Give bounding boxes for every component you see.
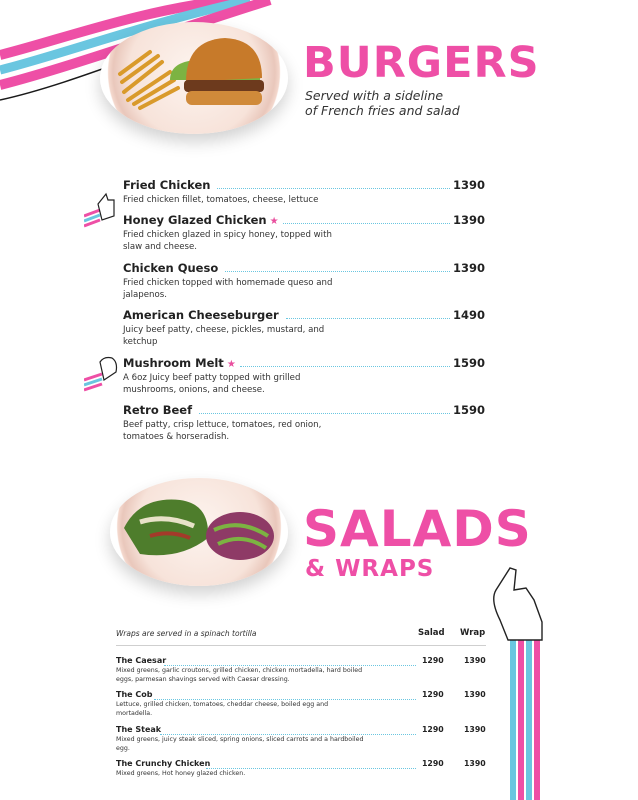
raised-hand-icon — [480, 560, 550, 800]
dotted-leader — [240, 366, 450, 367]
wraps-title: & WRAPS — [305, 556, 435, 582]
item-description: Fried chicken fillet, tomatoes, cheese, lettuce — [123, 195, 319, 205]
wrap-price: 1390 — [464, 656, 486, 665]
list-item — [123, 178, 485, 206]
subtitle-line-2: of French fries and salad — [305, 103, 460, 118]
dotted-leader — [225, 271, 450, 272]
item-description: Fried chicken topped with homemade queso and jalapenos. — [123, 278, 333, 300]
burger-plate-image — [100, 22, 288, 134]
list-item — [123, 261, 485, 301]
item-name: American Cheeseburger — [123, 308, 279, 322]
wrap-price: 1390 — [464, 759, 486, 768]
salads-title: SALADS — [303, 500, 532, 558]
divider — [116, 645, 486, 646]
item-name: Honey Glazed Chicken — [123, 213, 267, 227]
dotted-leader — [206, 768, 416, 769]
table-row — [116, 690, 486, 718]
item-description: Fried chicken glazed in spicy honey, topped with slaw and cheese. — [123, 230, 332, 252]
item-price: 1390 — [452, 213, 485, 227]
dotted-leader — [199, 413, 450, 414]
dotted-leader — [154, 699, 416, 700]
star-icon: ★ — [269, 216, 279, 227]
dotted-leader — [160, 734, 416, 735]
salad-name: The Cob — [116, 690, 153, 699]
star-icon: ★ — [226, 359, 236, 370]
list-item — [123, 308, 485, 348]
wrap-note: Wraps are served in a spinach tortilla — [116, 629, 257, 638]
column-header-salad: Salad — [418, 628, 445, 638]
salad-description: Mixed greens, garlic croutons, grilled chicken, chicken mortadella, hard boiled eggs, parmesan shavings served with Caesar dressing. — [116, 667, 363, 683]
salad-description: Lettuce, grilled chicken, tomatoes, cheddar cheese, boiled egg and mortadella. — [116, 701, 329, 717]
table-row — [116, 759, 486, 778]
wrap-food-icon — [110, 478, 288, 586]
wrap-price: 1390 — [464, 725, 486, 734]
salad-price: 1290 — [422, 690, 444, 699]
item-description: A 6oz Juicy beef patty topped with grilled mushrooms, onions, and cheese. — [123, 373, 301, 395]
salad-name: The Caesar — [116, 656, 167, 665]
item-name: Fried Chicken — [123, 178, 211, 192]
dotted-leader — [217, 188, 450, 189]
list-item — [123, 403, 485, 443]
list-item — [123, 213, 485, 253]
item-name: Retro Beef — [123, 403, 193, 417]
item-price: 1390 — [452, 261, 485, 275]
salad-name: The Steak — [116, 725, 162, 734]
fist-icon — [84, 352, 120, 392]
hand-pointing-icon — [84, 190, 118, 230]
burger-food-icon — [100, 22, 288, 134]
salad-description: Mixed greens, juicy steak sliced, spring onions, sliced carrots and a hardboiled egg. — [116, 736, 364, 752]
item-price: 1490 — [452, 308, 485, 322]
list-item — [123, 356, 485, 396]
table-row — [116, 725, 486, 753]
item-description: Beef patty, crisp lettuce, tomatoes, red onion, tomatoes & horseradish. — [123, 420, 322, 442]
item-price: 1390 — [452, 178, 485, 192]
item-name: Mushroom Melt — [123, 356, 224, 370]
dotted-leader — [286, 318, 450, 319]
salad-name: The Crunchy Chicken — [116, 759, 211, 768]
burgers-title: BURGERS — [303, 38, 540, 88]
wrap-plate-image — [110, 478, 288, 586]
wrap-price: 1390 — [464, 690, 486, 699]
item-description: Juicy beef patty, cheese, pickles, mustard, and ketchup — [123, 325, 325, 347]
salad-price: 1290 — [422, 656, 444, 665]
subtitle-line-1: Served with a sideline — [305, 88, 444, 103]
salad-description: Mixed greens, Hot honey glazed chicken. — [116, 770, 246, 777]
item-price: 1590 — [452, 403, 485, 417]
dotted-leader — [164, 665, 416, 666]
burgers-subtitle — [305, 88, 460, 118]
salad-price: 1290 — [422, 725, 444, 734]
table-row — [116, 656, 486, 684]
item-name: Chicken Queso — [123, 261, 219, 275]
item-price: 1590 — [452, 356, 485, 370]
salad-price: 1290 — [422, 759, 444, 768]
column-header-wrap: Wrap — [460, 628, 486, 638]
dotted-leader — [283, 223, 450, 224]
